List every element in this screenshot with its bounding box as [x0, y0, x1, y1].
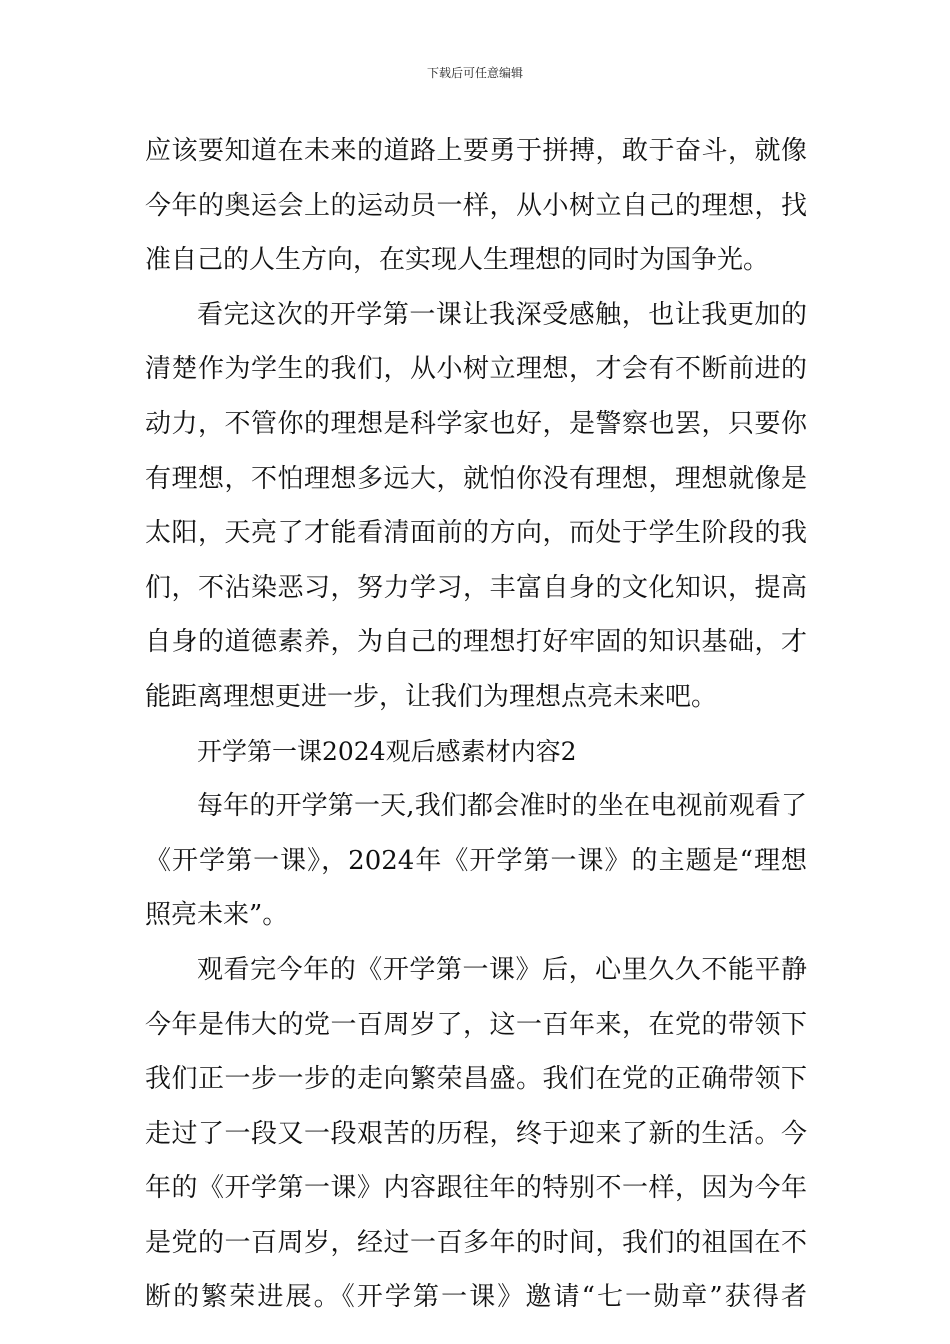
heading-text: 开学第一课2024观后感素材内容2: [197, 736, 577, 766]
paragraph: [145, 288, 807, 725]
text-line: 看完这次的开学第一课让我深受感触，也让我更加的: [197, 299, 807, 330]
text-line: 太阳，天亮了才能看清面前的方向，而处于学生阶段的我: [145, 518, 807, 549]
text-line: 动力，不管你的理想是科学家也好，是警察也罢，只要你: [145, 408, 807, 439]
text-line: 有理想，不怕理想多远大，就怕你没有理想，理想就像是: [145, 463, 807, 494]
text-line: 清楚作为学生的我们，从小树立理想，才会有不断前进的: [145, 354, 807, 385]
paragraph: [145, 779, 807, 943]
text-line: 观看完今年的《开学第一课》后，心里久久不能平静: [197, 954, 807, 985]
text-line: 走过了一段又一段艰苦的历程，终于迎来了新的生活。今: [145, 1118, 807, 1149]
text-line: 我们正一步一步的走向繁荣昌盛。我们在党的正确带领下: [145, 1064, 807, 1095]
text-line: 照亮未来”。: [145, 900, 289, 931]
text-line: 能距离理想更进一步，让我们为理想点亮未来吧。: [145, 681, 718, 712]
text-line: 们，不沾染恶习，努力学习，丰富自身的文化知识，提高: [145, 572, 807, 603]
text-line: 今年的奥运会上的运动员一样，从小树立自己的理想，找: [145, 190, 807, 221]
paragraph: [145, 943, 807, 1325]
text-line: 是党的一百周岁，经过一百多年的时间，我们的祖国在不: [145, 1227, 807, 1258]
page-header: 下载后可任意编辑: [426, 66, 523, 80]
paragraph: [145, 124, 807, 288]
text-line: 今年是伟大的党一百周岁了，这一百年来，在党的带领下: [145, 1009, 807, 1040]
text-line: 准自己的人生方向，在实现人生理想的同时为国争光。: [145, 245, 770, 276]
text-line: 年的《开学第一课》内容跟往年的特别不一样，因为今年: [145, 1173, 807, 1204]
text-line: 断的繁荣进展。《开学第一课》邀请“七一勋章”获得者: [145, 1282, 807, 1313]
text-line: 自身的道德素养，为自己的理想打好牢固的知识基础，才: [145, 627, 807, 658]
text-line: 每年的开学第一天,我们都会准时的坐在电视前观看了: [197, 791, 807, 822]
document-body: [145, 124, 807, 1325]
text-line: 应该要知道在未来的道路上要勇于拼搏，敢于奋斗，就像: [145, 136, 807, 166]
section-heading: [145, 725, 807, 780]
text-line: 《开学第一课》，2024年《开学第一课》的主题是“理想: [145, 845, 807, 876]
